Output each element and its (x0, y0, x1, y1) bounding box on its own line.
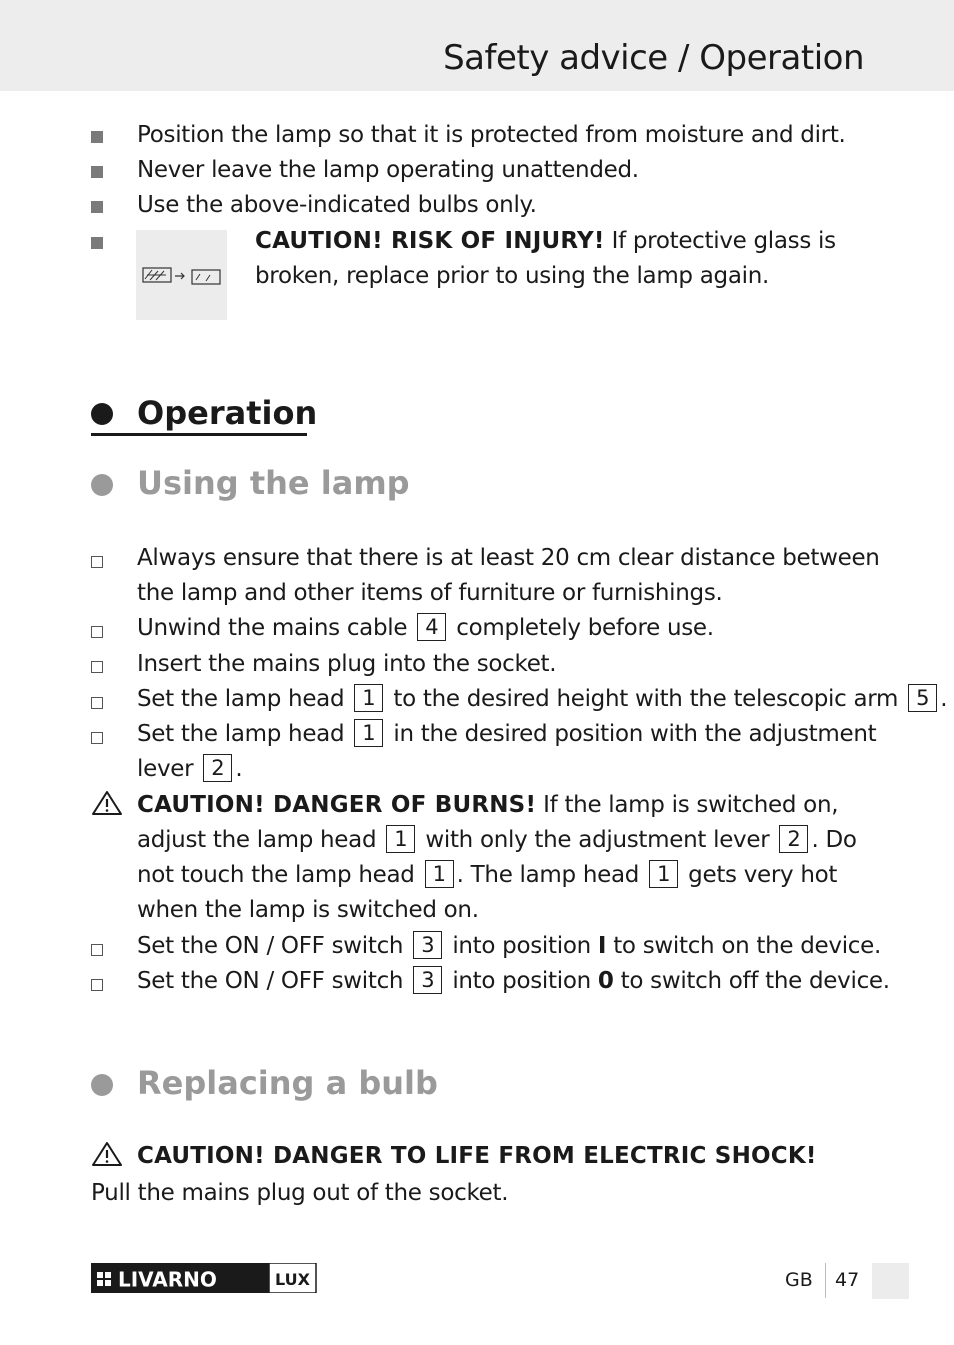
footer-divider (825, 1263, 826, 1298)
ref-number: 5 (908, 684, 937, 712)
step-7 (137, 964, 890, 999)
broken-glass-replace-icon (136, 230, 227, 320)
step-5-text-a: Set the lamp head (137, 721, 345, 747)
ref-number: 3 (413, 966, 442, 994)
checkbox-bullet-icon (91, 944, 103, 956)
ref-number: 1 (354, 684, 383, 712)
page-number: 47 (835, 1269, 860, 1291)
burns-warning-text-b: adjust the lamp head (137, 827, 377, 853)
burns-warning-text-g: gets very hot (688, 862, 838, 888)
heading-dot-icon (91, 1074, 113, 1096)
heading-dot-icon (91, 403, 113, 425)
burns-warning-line-1 (137, 788, 838, 823)
bullet-square-icon (91, 201, 103, 213)
step-3: Insert the mains plug into the socket. (137, 651, 557, 677)
bullet-square-icon (91, 166, 103, 178)
step-4 (137, 682, 947, 717)
step-7-text-a: Set the ON / OFF switch (137, 968, 404, 994)
checkbox-bullet-icon (91, 661, 103, 673)
step-7-text-c: to switch off the device. (620, 968, 890, 994)
ref-number: 1 (354, 719, 383, 747)
step-5-line-2 (137, 752, 242, 787)
page-title: Safety advice / Operation (443, 38, 864, 78)
checkbox-bullet-icon (91, 697, 103, 709)
ref-number: 1 (425, 860, 454, 888)
step-2-text-a: Unwind the mains cable (137, 615, 408, 641)
bullet-square-icon (91, 237, 103, 249)
language-code: GB (785, 1269, 813, 1291)
step-6-position: I (597, 933, 607, 959)
safety-bullet-1: Position the lamp so that it is protected from moisture and dirt. (137, 122, 846, 148)
burns-warning-bold: CAUTION! DANGER OF BURNS! (137, 792, 537, 818)
checkbox-bullet-icon (91, 732, 103, 744)
step-2 (137, 611, 714, 646)
ref-number: 1 (649, 860, 678, 888)
shock-warning-bold: CAUTION! DANGER TO LIFE FROM ELECTRIC SHOCK! (137, 1143, 817, 1169)
bullet-square-icon (91, 131, 103, 143)
replacing-bulb-heading: Replacing a bulb (137, 1064, 438, 1102)
burns-warning-text-f: . The lamp head (456, 862, 640, 888)
shock-warning-heading (137, 1139, 817, 1174)
warning-triangle-icon (91, 1141, 123, 1171)
ref-number: 2 (779, 825, 808, 853)
step-6-text-a: Set the ON / OFF switch (137, 933, 404, 959)
brand-logo (91, 1263, 317, 1297)
step-2-text-b: completely before use. (456, 615, 714, 641)
brand-name: LIVARNO (118, 1267, 217, 1292)
ref-number: 1 (386, 825, 415, 853)
burns-warning-text-e: not touch the lamp head (137, 862, 415, 888)
glass-caution-text-1: If protective glass is (604, 228, 836, 254)
burns-warning-text-d: . Do (811, 827, 857, 853)
operation-heading: Operation (137, 394, 318, 432)
safety-bullet-3: Use the above-indicated bulbs only. (137, 192, 537, 218)
burns-warning-line-2 (137, 823, 857, 858)
using-lamp-heading: Using the lamp (137, 464, 410, 502)
step-1-line-2: the lamp and other items of furniture or furnishings. (137, 580, 723, 606)
burns-warning-line-4: when the lamp is switched on. (137, 897, 479, 923)
burns-warning-text-c: with only the adjustment lever (425, 827, 770, 853)
glass-caution-line-1 (255, 224, 836, 259)
step-1-line-1: Always ensure that there is at least 20 cm clear distance between (137, 545, 880, 571)
warning-triangle-icon (91, 790, 123, 820)
shock-warning-text: Pull the mains plug out of the socket. (91, 1180, 509, 1206)
footer-tab-marker (872, 1263, 909, 1299)
step-6-text-b: into position (452, 933, 591, 959)
checkbox-bullet-icon (91, 979, 103, 991)
step-7-text-b: into position (452, 968, 591, 994)
ref-number: 2 (203, 754, 232, 782)
glass-caution-line-2: broken, replace prior to using the lamp again. (255, 263, 770, 289)
step-5-line-1 (137, 717, 876, 752)
checkbox-bullet-icon (91, 626, 103, 638)
burns-warning-text-a: If the lamp is switched on, (536, 792, 839, 818)
heading-dot-icon (91, 474, 113, 496)
step-5-text-b: in the desired position with the adjustment (393, 721, 877, 747)
step-4-text-c: . (940, 686, 948, 712)
step-4-text-a: Set the lamp head (137, 686, 345, 712)
brand-suffix: LUX (275, 1270, 310, 1289)
burns-warning-line-3 (137, 858, 837, 893)
ref-number: 4 (417, 613, 446, 641)
step-5-text-c: lever (137, 756, 194, 782)
glass-caution-bold: CAUTION! RISK OF INJURY! (255, 228, 605, 254)
heading-underline (91, 433, 307, 436)
step-5-text-d: . (235, 756, 243, 782)
safety-bullet-2: Never leave the lamp operating unattended. (137, 157, 639, 183)
step-4-text-b: to the desired height with the telescopic arm (393, 686, 899, 712)
step-7-position: 0 (597, 968, 614, 994)
checkbox-bullet-icon (91, 556, 103, 568)
ref-number: 3 (413, 931, 442, 959)
step-6 (137, 929, 881, 964)
step-6-text-c: to switch on the device. (613, 933, 881, 959)
